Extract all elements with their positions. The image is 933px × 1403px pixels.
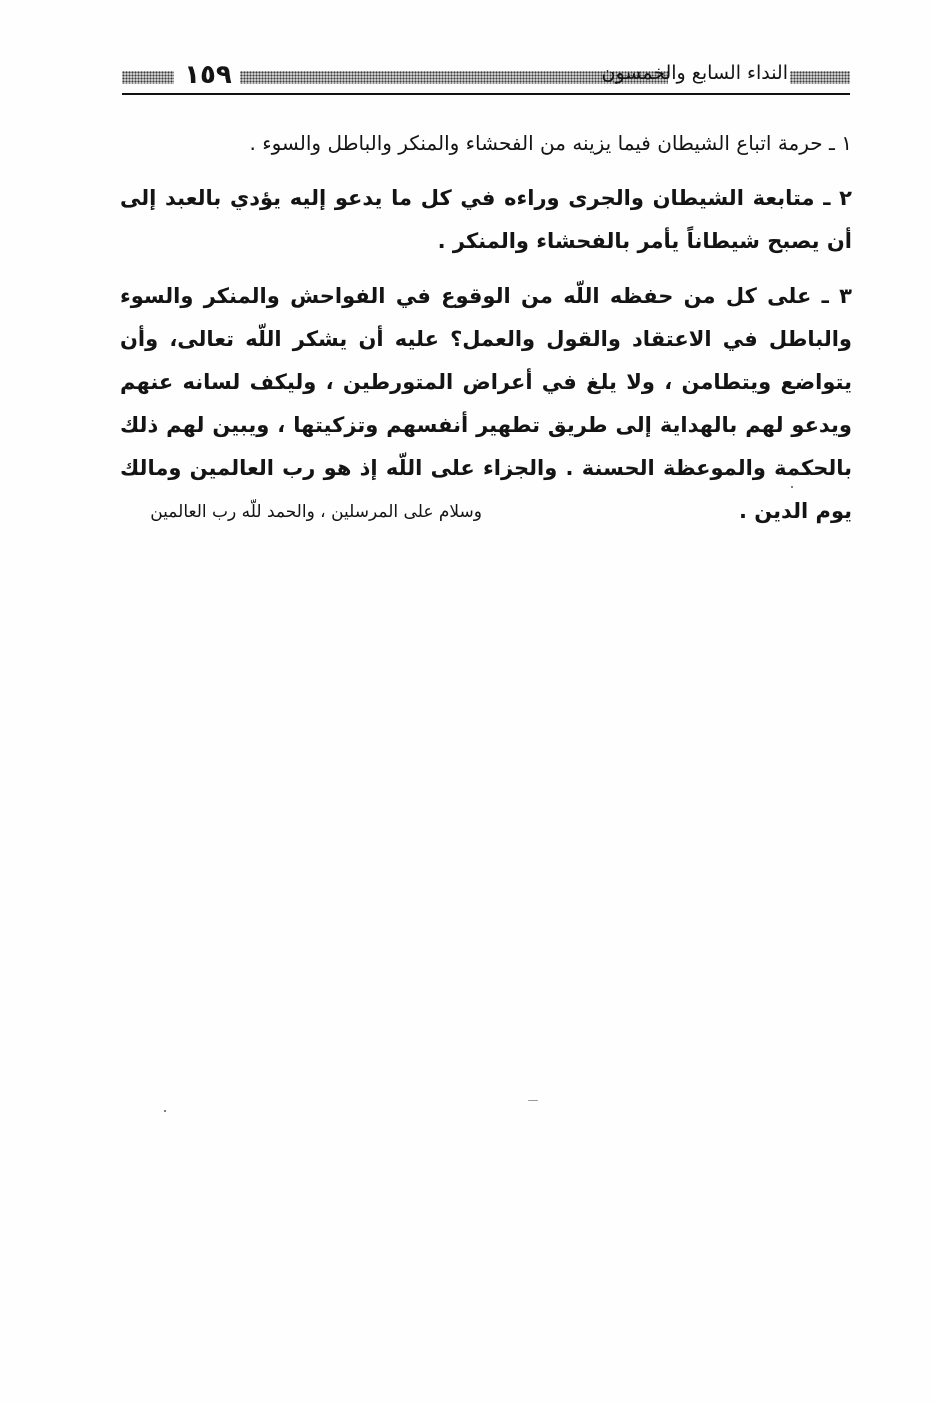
header-rule <box>122 93 850 95</box>
item-text: على كل من حفظه اللّه من الوقوع في الفواحش والمنكر والسوء والباطل في الاعتقاد والقول والعمل؟ عليه أن يشكر اللّه تعالى، وأن يتواضع ويتطامن ، ولا يلغ في أعراض المتورطين ، وليكف لسانه عنهم ويدعو لهم بالهداية إلى طريق تطهير أنفسهم وتزكيتها ، ويبين لهم ذلك بالحكمة والموعظة الحسنة . والجزاء على اللّه إذ هو رب العالمين ومالك يوم الدين . <box>120 284 852 523</box>
list-item: ٣ ـ على كل من حفظه اللّه من الوقوع في الفواحش والمنكر والسوء والباطل في الاعتقاد والقول والعمل؟ عليه أن يشكر اللّه تعالى، وأن يتواضع ويتطامن ، ولا يلغ في أعراض المتورطين ، وليكف لسانه عنهم ويدعو لهم بالهداية إلى طريق تطهير أنفسهم وتزكيتها ، ويبين لهم ذلك بالحكمة والموعظة الحسنة . والجزاء على اللّه إذ هو رب العالمين ومالك يوم الدين . <box>120 284 852 523</box>
scan-speck <box>164 1110 166 1112</box>
item-number: ١ <box>841 131 852 155</box>
header-ornament-left <box>122 71 174 84</box>
body-text <box>120 122 852 545</box>
list-item: ٢ ـ متابعة الشيطان والجرى وراءه في كل ما يدعو إليه يؤدي بالعبد إلى أن يصبح شيطاناً يأمر بالفحشاء والمنكر . <box>120 186 852 253</box>
running-title: النداء السابع والخمسون <box>601 62 788 84</box>
item-text: حرمة اتباع الشيطان فيما يزينه من الفحشاء والمنكر والباطل والسوء . <box>249 131 823 155</box>
scan-speck <box>791 486 793 488</box>
header-ornament-right <box>790 71 850 84</box>
item-number: ٢ <box>839 186 852 210</box>
page-number: ١٥٩ <box>184 60 232 90</box>
page-header <box>122 56 850 96</box>
list-item: ١ ـ حرمة اتباع الشيطان فيما يزينه من الفحشاء والمنكر والباطل والسوء . <box>249 131 852 155</box>
closing-line: وسلام على المرسلين ، والحمد للّه رب العالمين <box>150 502 482 522</box>
scan-speck <box>528 1100 538 1101</box>
item-text: متابعة الشيطان والجرى وراءه في كل ما يدعو إليه يؤدي بالعبد إلى أن يصبح شيطاناً يأمر بالفحشاء والمنكر . <box>120 186 852 253</box>
item-number: ٣ <box>839 284 852 308</box>
